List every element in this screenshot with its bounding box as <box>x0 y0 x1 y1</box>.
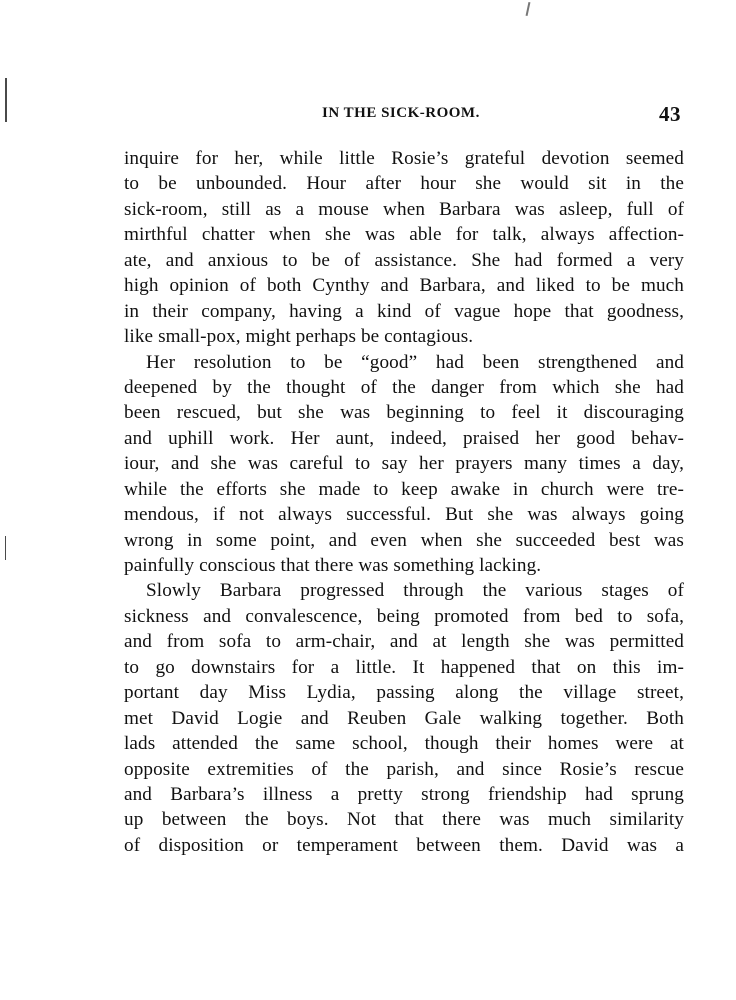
text-line: while the efforts she made to keep awake in church were tre- <box>124 478 684 500</box>
text-line: and Barbara’s illness a pretty strong friendship had sprung <box>124 783 684 805</box>
text-line: and uphill work. Her aunt, indeed, praised her good behav- <box>124 427 684 449</box>
text-line: like small-pox, might perhaps be contagious. <box>124 326 474 348</box>
text-line: high opinion of both Cynthy and Barbara, and liked to be much <box>124 275 684 297</box>
text-line: portant day Miss Lydia, passing along the village street, <box>124 682 684 704</box>
text-line: been rescued, but she was beginning to feel it discouraging <box>124 402 684 424</box>
page-edge-mark-middle <box>5 536 6 560</box>
text-line: deepened by the thought of the danger from which she had <box>124 376 684 398</box>
page-edge-mark-top <box>5 78 7 122</box>
text-line: Slowly Barbara progressed through the various stages of <box>146 580 684 602</box>
text-line: and from sofa to arm-chair, and at length she was permitted <box>124 631 684 653</box>
text-line: iour, and she was careful to say her prayers many times a day, <box>124 453 684 475</box>
page-number: 43 <box>659 102 681 126</box>
text-line: sick-room, still as a mouse when Barbara was asleep, full of <box>124 198 684 220</box>
text-line: wrong in some point, and even when she succeeded best was <box>124 529 684 551</box>
text-line: mirthful chatter when she was able for talk, always affection- <box>124 224 684 246</box>
text-line: met David Logie and Reuben Gale walking together. Both <box>124 707 684 729</box>
text-line: mendous, if not always successful. But she was always going <box>124 504 684 526</box>
text-line: Her resolution to be “good” had been strengthened and <box>146 351 684 373</box>
text-line: lads attended the same school, though their homes were at <box>124 733 684 755</box>
body-text <box>124 146 684 858</box>
text-line: painfully conscious that there was something lacking. <box>124 555 542 576</box>
text-line: to be unbounded. Hour after hour she would sit in the <box>124 173 684 195</box>
text-line: up between the boys. Not that there was much similarity <box>124 809 684 831</box>
text-line: in their company, having a kind of vague hope that goodness, <box>124 300 684 322</box>
text-line: to go downstairs for a little. It happened that on this im- <box>124 656 684 678</box>
text-line: sickness and convalescence, being promoted from bed to sofa, <box>124 605 684 627</box>
text-line: ate, and anxious to be of assistance. She had formed a very <box>124 249 684 271</box>
text-line: inquire for her, while little Rosie’s grateful devotion seemed <box>124 148 684 169</box>
running-head: IN THE SICK-ROOM. <box>322 105 480 121</box>
text-line: of disposition or temperament between them. David was a <box>124 834 684 856</box>
text-line: opposite extremities of the parish, and since Rosie’s rescue <box>124 758 684 780</box>
page-header <box>108 102 684 130</box>
scan-mark <box>526 2 531 16</box>
